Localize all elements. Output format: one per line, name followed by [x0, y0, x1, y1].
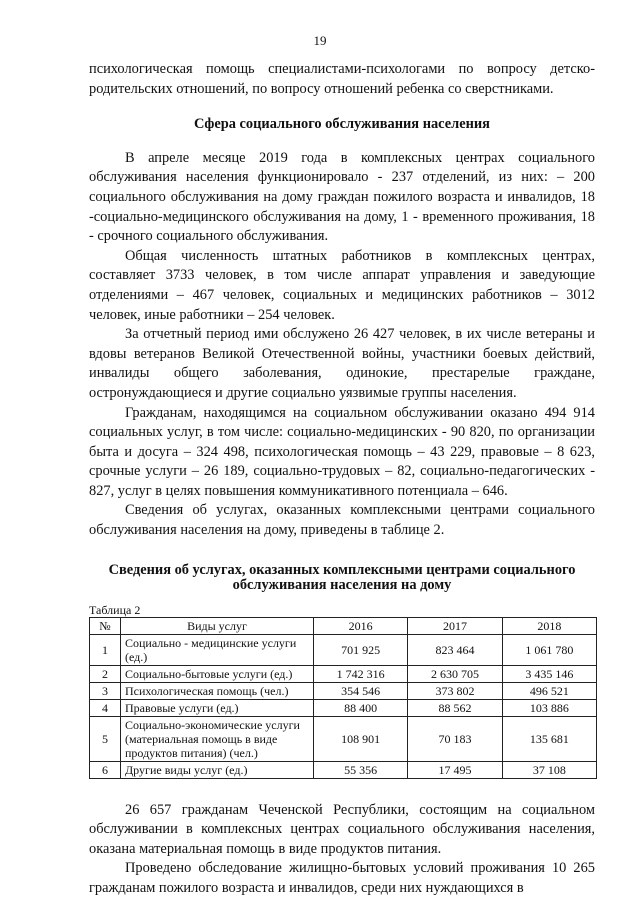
- paragraph: Общая численность штатных работников в комплексных центрах, составляет 3733 человек, в том числе аппарат управления и заведующие отделениями – 467 человек, социальных и медицинских работников – 3012 человек, иные работники – 254 человек.: [89, 247, 595, 323]
- paragraph: 26 657 гражданам Чеченской Республики, состоящим на социальном обслуживании в комплексных центрах социального обслуживания населения, оказана материальная помощь в виде продуктов питания.: [89, 801, 595, 857]
- service-name: Правовые услуги (ед.): [121, 699, 314, 716]
- table-row: [90, 761, 597, 778]
- table-label: Таблица 2: [89, 602, 141, 617]
- table-row: [90, 665, 597, 682]
- service-name: Социально-бытовые услуги (ед.): [121, 665, 314, 682]
- value-2016: 701 925: [314, 634, 408, 665]
- table-header-row: [90, 617, 597, 634]
- row-number: 5: [90, 716, 121, 761]
- service-name: Другие виды услуг (ед.): [121, 761, 314, 778]
- value-2017: 17 495: [408, 761, 502, 778]
- row-number: 1: [90, 634, 121, 665]
- table-row: [90, 634, 597, 665]
- value-2017: 70 183: [408, 716, 502, 761]
- row-number: 3: [90, 682, 121, 699]
- page-number: 19: [313, 33, 327, 48]
- value-2016: 354 546: [314, 682, 408, 699]
- service-name: Психологическая помощь (чел.): [121, 682, 314, 699]
- value-2018: 3 435 146: [502, 665, 596, 682]
- value-2016: 108 901: [314, 716, 408, 761]
- services-table: [89, 617, 597, 779]
- table-row: [90, 682, 597, 699]
- value-2018: 496 521: [502, 682, 596, 699]
- header-year-2017: 2017: [408, 617, 502, 634]
- header-year-2016: 2016: [314, 617, 408, 634]
- paragraph: Сведения об услугах, оказанных комплексными центрами социального обслуживания населения на дому, приведены в таблице 2.: [89, 502, 595, 539]
- value-2017: 2 630 705: [408, 665, 502, 682]
- value-2016: 88 400: [314, 699, 408, 716]
- header-service-type: Виды услуг: [121, 617, 314, 634]
- value-2018: 1 061 780: [502, 634, 596, 665]
- table-title: Сведения об услугах, оказанных комплексными центрами социального обслуживания населения на дому: [108, 561, 576, 593]
- value-2016: 55 356: [314, 761, 408, 778]
- service-name: Социально-экономические услуги (материальная помощь в виде продуктов питания) (чел.): [121, 716, 314, 761]
- row-number: 2: [90, 665, 121, 682]
- paragraph: За отчетный период ими обслужено 26 427 человек, в их числе ветераны и вдовы ветеранов Великой Отечественной войны, участники боевых действий, инвалиды общего заболевания, одинокие, престарелые граждане, остронуждающиеся и другие социально уязвимые группы населения.: [89, 326, 595, 401]
- value-2017: 88 562: [408, 699, 502, 716]
- service-name: Социально - медицинские услуги (ед.): [121, 634, 314, 665]
- section-heading: Сфера социального обслуживания населения: [194, 116, 490, 133]
- value-2018: 135 681: [502, 716, 596, 761]
- header-number: №: [90, 617, 121, 634]
- value-2017: 373 802: [408, 682, 502, 699]
- table-row: [90, 699, 597, 716]
- table-row: [90, 716, 597, 761]
- document-body: [89, 60, 595, 899]
- value-2016: 1 742 316: [314, 665, 408, 682]
- value-2018: 37 108: [502, 761, 596, 778]
- row-number: 6: [90, 761, 121, 778]
- value-2018: 103 886: [502, 699, 596, 716]
- paragraph: В апреле месяце 2019 года в комплексных центрах социального обслуживания населения функционировало - 237 отделений, из них: – 200 социального обслуживания на дому граждан пожилого возраста и инвалидов, 18 -социально-медицинского обслуживания на дому, 1 - временного проживания, 18 - срочного социального обслуживания.: [89, 149, 595, 245]
- header-year-2018: 2018: [502, 617, 596, 634]
- intro-paragraph: психологическая помощь специалистами-психологами по вопросу детско-родительских отношений, по вопросу отношений ребенка со сверстниками.: [89, 61, 595, 97]
- row-number: 4: [90, 699, 121, 716]
- paragraph: Гражданам, находящимся на социальном обслуживании оказано 494 914 социальных услуг, в том числе: социально-медицинских - 90 820, по организации быта и досуга – 324 498, психологическая помощь – 43 229, правовые – 8 623, срочные услуги – 26 189, социально-трудовых – 82, социально-педагогических - 827, услуг в целях повышения коммуникативного потенциала – 646.: [89, 404, 595, 499]
- paragraph: Проведено обследование жилищно-бытовых условий проживания 10 265 гражданам пожилого возраста и инвалидов, среди них нуждающихся в: [89, 860, 595, 897]
- value-2017: 823 464: [408, 634, 502, 665]
